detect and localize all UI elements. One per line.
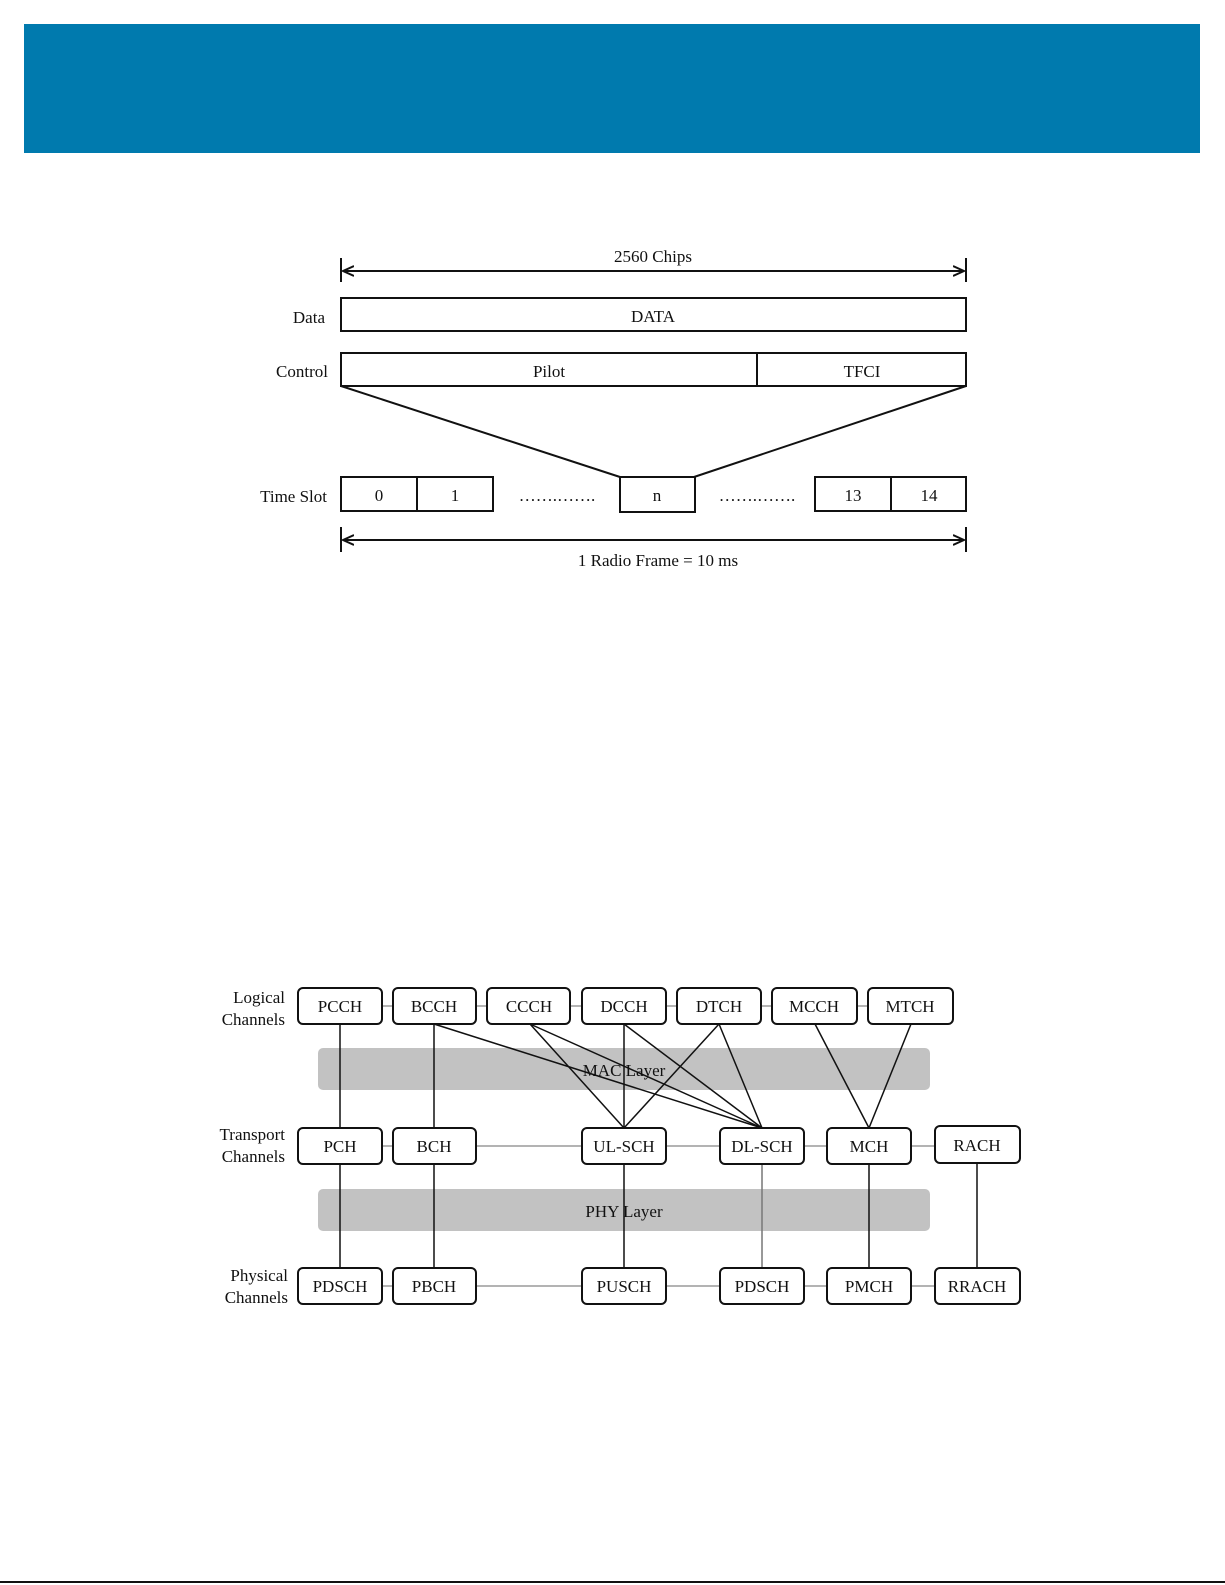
slot-label: 14 <box>920 486 938 505</box>
expansion-line-left <box>341 386 620 477</box>
channel-label-pusch: PUSCH <box>596 1277 652 1296</box>
frame-span-label: 1 Radio Frame = 10 ms <box>577 551 739 570</box>
transport-row-label: Transport <box>219 1125 285 1144</box>
logical-row-label: Channels <box>221 1010 285 1029</box>
phy-layer-label: PHY Layer <box>585 1202 663 1221</box>
frame-structure-diagram <box>240 235 980 575</box>
channel-label-dl-sch: DL-SCH <box>731 1137 793 1156</box>
time-slot-row-label: Time Slot <box>260 487 327 506</box>
data-field-label: DATA <box>631 307 675 326</box>
physical-row-label: Physical <box>230 1266 288 1285</box>
channel-label-bch: BCH <box>416 1137 452 1156</box>
channel-label-pdsch-2: PDSCH <box>734 1277 790 1296</box>
bottom-rule <box>0 1581 1225 1583</box>
channel-label-mch: MCH <box>849 1137 889 1156</box>
channel-label-ccch: CCCH <box>505 997 553 1016</box>
slot-label: 1 <box>450 486 460 505</box>
channel-label-mtch: MTCH <box>885 997 935 1016</box>
mac-layer-label: MAC Layer <box>582 1061 666 1080</box>
channel-label-pdsch: PDSCH <box>312 1277 368 1296</box>
channel-label-pcch: PCCH <box>317 997 363 1016</box>
logical-row-label: Logical <box>233 988 285 1007</box>
expansion-line-right <box>694 386 966 477</box>
transport-row-label: Channels <box>221 1147 285 1166</box>
channel-label-rrach: RRACH <box>947 1277 1007 1296</box>
slot-label: 0 <box>374 486 384 505</box>
control-row-label: Control <box>276 362 328 381</box>
channel-mapping-diagram <box>200 960 1030 1320</box>
pilot-field-label: Pilot <box>532 362 566 381</box>
tfci-field-label: TFCI <box>843 362 881 381</box>
slot-ellipsis-left: …….……. <box>518 486 596 505</box>
physical-row-label: Channels <box>224 1288 288 1307</box>
slot-ellipsis-right: …….……. <box>718 486 796 505</box>
channel-label-pch: PCH <box>323 1137 357 1156</box>
header-banner <box>24 24 1200 153</box>
channel-label-rach: RACH <box>953 1136 1001 1155</box>
channel-label-ul-sch: UL-SCH <box>593 1137 655 1156</box>
slot-label: n <box>652 486 662 505</box>
slot-label: 13 <box>844 486 862 505</box>
data-row-label: Data <box>292 308 325 327</box>
channel-label-dtch: DTCH <box>695 997 743 1016</box>
channel-label-bcch: BCCH <box>410 997 458 1016</box>
channel-label-dcch: DCCH <box>600 997 648 1016</box>
channel-label-pmch: PMCH <box>844 1277 894 1296</box>
channel-label-pbch: PBCH <box>411 1277 457 1296</box>
chips-span-label: 2560 Chips <box>614 247 692 266</box>
channel-label-mcch: MCCH <box>788 997 840 1016</box>
